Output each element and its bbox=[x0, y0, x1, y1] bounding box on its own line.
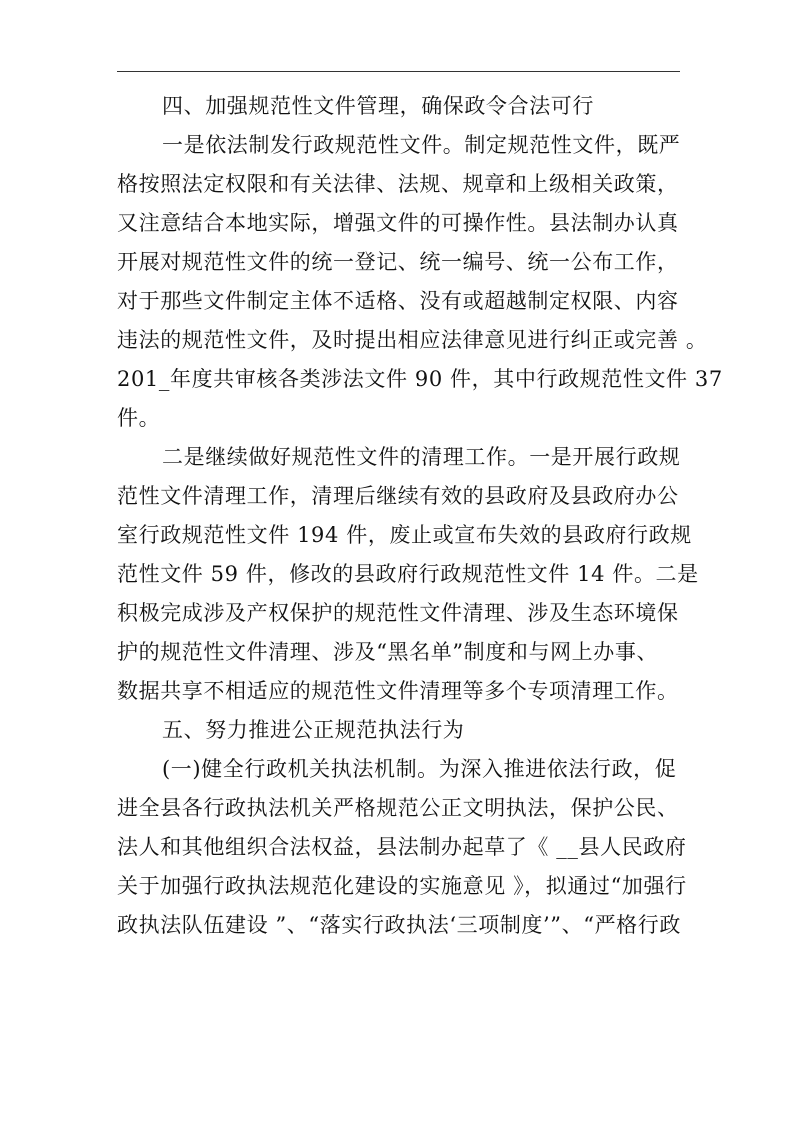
paragraph-line: 政执法队伍建设 ”、“落实行政执法‘三项制度’”、“严格行政 bbox=[117, 913, 681, 937]
paragraph-line: 格按照法定权限和有关法律、法规、规章和上级相关政策， bbox=[117, 172, 679, 196]
paragraph-line: 积极完成涉及产权保护的规范性文件清理、涉及生态环境保 bbox=[117, 601, 679, 625]
paragraph-line: 违法的规范性文件，及时提出相应法律意见进行纠正或完善 。 bbox=[117, 328, 708, 352]
paragraph-line: 二是继续做好规范性文件的清理工作。一是开展行政规 bbox=[162, 445, 681, 469]
paragraph-line: 又注意结合本地实际，增强文件的可操作性。县法制办认真 bbox=[117, 211, 679, 235]
paragraph-line: 201_年度共审核各类涉法文件 90 件，其中行政规范性文件 37 bbox=[117, 367, 723, 391]
paragraph-line: (一)健全行政机关执法机制。为深入推进依法行政，促 bbox=[162, 757, 677, 781]
paragraph-line: 件。 bbox=[117, 406, 161, 430]
section-heading: 四、加强规范性文件管理，确保政令合法可行 bbox=[162, 94, 594, 118]
paragraph-line: 进全县各行政执法机关严格规范公正文明执法，保护公民、 bbox=[117, 796, 679, 820]
section-heading: 五、努力推进公正规范执法行为 bbox=[162, 718, 465, 742]
paragraph-line: 法人和其他组织合法权益，县法制办起草了《 __县人民政府 bbox=[117, 835, 687, 859]
document-body bbox=[117, 86, 723, 944]
paragraph-line: 范性文件 59 件，修改的县政府行政规范性文件 14 件。二是 bbox=[117, 562, 699, 586]
paragraph-line: 室行政规范性文件 194 件，废止或宣布失效的县政府行政规 bbox=[117, 523, 692, 547]
paragraph-line: 数据共享不相适应的规范性文件清理等多个专项清理工作。 bbox=[117, 679, 679, 703]
paragraph-line: 开展对规范性文件的统一登记、统一编号、统一公布工作， bbox=[117, 250, 679, 274]
paragraph-line: 对于那些文件制定主体不适格、没有或超越制定权限、内容 bbox=[117, 289, 679, 313]
paragraph-line: 护的规范性文件清理、涉及“黑名单”制度和与网上办事、 bbox=[117, 640, 659, 664]
paragraph-line: 关于加强行政执法规范化建设的实施意见 》，拟通过“加强行 bbox=[117, 874, 687, 898]
header-rule bbox=[117, 71, 680, 72]
paragraph-line: 范性文件清理工作，清理后继续有效的县政府及县政府办公 bbox=[117, 484, 679, 508]
paragraph-line: 一是依法制发行政规范性文件。制定规范性文件，既严 bbox=[162, 133, 681, 157]
